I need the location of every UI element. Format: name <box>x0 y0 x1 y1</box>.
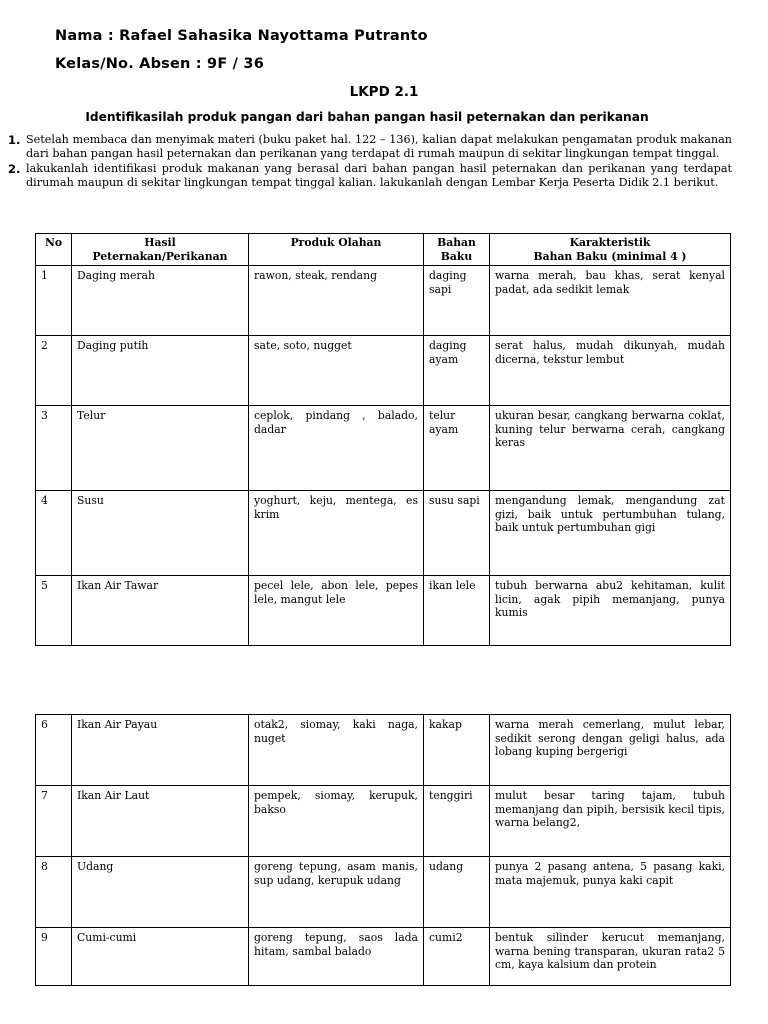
student-name: Nama : Rafael Sahasika Nayottama Putranto <box>55 28 428 44</box>
cell-karakteristik: tubuh berwarna abu2 kehitaman, kulit licin, agak pipih memanjang, punya kumis <box>490 576 731 646</box>
cell-hasil: Ikan Air Laut <box>72 786 249 857</box>
header-bahan: Bahan Baku <box>424 234 490 266</box>
cell-karakteristik: ukuran besar, cangkang berwarna coklat, kuning telur berwarna cerah, cangkang keras <box>490 406 731 491</box>
page-title: LKPD 2.1 <box>349 84 419 100</box>
cell-hasil: Telur <box>72 406 249 491</box>
cell-bahan: daging ayam <box>424 336 490 406</box>
lkpd-table-part-2 <box>35 714 731 986</box>
cell-karakteristik: serat halus, mudah dikunyah, mudah dicerna, tekstur lembut <box>490 336 731 406</box>
cell-karakteristik: warna merah, bau khas, serat kenyal padat, ada sedikit lemak <box>490 266 731 336</box>
cell-produk: sate, soto, nugget <box>249 336 424 406</box>
cell-hasil: Cumi-cumi <box>72 928 249 986</box>
instruction-text: lakukanlah identifikasi produk makanan yang berasal dari bahan pangan hasil peternakan dan perikanan yang terdapat dirumah maupun di sekitar lingkungan tempat tinggal kalian. lakukanlah dengan Lembar Kerja Peserta Didik 2.1 berikut. <box>26 162 732 189</box>
cell-no: 9 <box>36 928 72 986</box>
cell-karakteristik: punya 2 pasang antena, 5 pasang kaki, mata majemuk, punya kaki capit <box>490 857 731 928</box>
cell-bahan: udang <box>424 857 490 928</box>
cell-hasil: Udang <box>72 857 249 928</box>
cell-no: 6 <box>36 715 72 786</box>
cell-hasil: Ikan Air Tawar <box>72 576 249 646</box>
cell-produk: yoghurt, keju, mentega, es krim <box>249 491 424 576</box>
header-karakteristik: Karakteristik Bahan Baku (minimal 4 ) <box>490 234 731 266</box>
cell-bahan: cumi2 <box>424 928 490 986</box>
lkpd-table-part-1 <box>35 233 731 646</box>
cell-no: 1 <box>36 266 72 336</box>
cell-bahan: daging sapi <box>424 266 490 336</box>
cell-no: 5 <box>36 576 72 646</box>
instruction-item <box>8 133 732 161</box>
cell-produk: ceplok, pindang , balado, dadar <box>249 406 424 491</box>
cell-no: 2 <box>36 336 72 406</box>
cell-no: 7 <box>36 786 72 857</box>
student-class: Kelas/No. Absen : 9F / 36 <box>55 56 264 72</box>
cell-karakteristik: warna merah cemerlang, mulut lebar, sedikit serong dengan geligi halus, ada lobang kuping bergerigi <box>490 715 731 786</box>
instruction-item <box>8 162 732 190</box>
table-row <box>36 576 731 646</box>
cell-produk: pempek, siomay, kerupuk, bakso <box>249 786 424 857</box>
table-row <box>36 715 731 786</box>
instruction-number: 2. <box>8 162 21 176</box>
cell-bahan: tenggiri <box>424 786 490 857</box>
table-row <box>36 857 731 928</box>
header-no: No <box>36 234 72 266</box>
cell-hasil: Susu <box>72 491 249 576</box>
cell-karakteristik: bentuk silinder kerucut memanjang, warna bening transparan, ukuran rata2 5 cm, kaya kalsium dan protein <box>490 928 731 986</box>
table-row <box>36 406 731 491</box>
cell-bahan: telur ayam <box>424 406 490 491</box>
page-subtitle: Identifikasilah produk pangan dari bahan pangan hasil peternakan dan perikanan <box>85 110 649 124</box>
table-row <box>36 786 731 857</box>
table-row <box>36 266 731 336</box>
cell-hasil: Daging putih <box>72 336 249 406</box>
instructions-list <box>8 133 732 191</box>
cell-produk: rawon, steak, rendang <box>249 266 424 336</box>
cell-bahan: ikan lele <box>424 576 490 646</box>
table-row <box>36 928 731 986</box>
cell-karakteristik: mulut besar taring tajam, tubuh memanjang dan pipih, bersisik kecil tipis, warna belang2, <box>490 786 731 857</box>
cell-no: 4 <box>36 491 72 576</box>
header-hasil: Hasil Peternakan/Perikanan <box>72 234 249 266</box>
instruction-text: Setelah membaca dan menyimak materi (buku paket hal. 122 – 136), kalian dapat melakukan pengamatan produk makanan dari bahan pangan hasil peternakan dan perikanan yang terdapat di rumah maupun di sekitar lingkungan tempat tinggal. <box>26 133 732 160</box>
table-row <box>36 491 731 576</box>
cell-produk: goreng tepung, saos lada hitam, sambal balado <box>249 928 424 986</box>
cell-produk: goreng tepung, asam manis, sup udang, kerupuk udang <box>249 857 424 928</box>
cell-no: 8 <box>36 857 72 928</box>
instruction-number: 1. <box>8 133 21 147</box>
table-row <box>36 336 731 406</box>
table-header-row <box>36 234 731 266</box>
cell-no: 3 <box>36 406 72 491</box>
header-produk: Produk Olahan <box>249 234 424 266</box>
cell-bahan: kakap <box>424 715 490 786</box>
cell-hasil: Ikan Air Payau <box>72 715 249 786</box>
cell-produk: otak2, siomay, kaki naga, nuget <box>249 715 424 786</box>
cell-produk: pecel lele, abon lele, pepes lele, mangut lele <box>249 576 424 646</box>
cell-karakteristik: mengandung lemak, mengandung zat gizi, baik untuk pertumbuhan tulang, baik untuk pertumbuhan gigi <box>490 491 731 576</box>
cell-hasil: Daging merah <box>72 266 249 336</box>
cell-bahan: susu sapi <box>424 491 490 576</box>
